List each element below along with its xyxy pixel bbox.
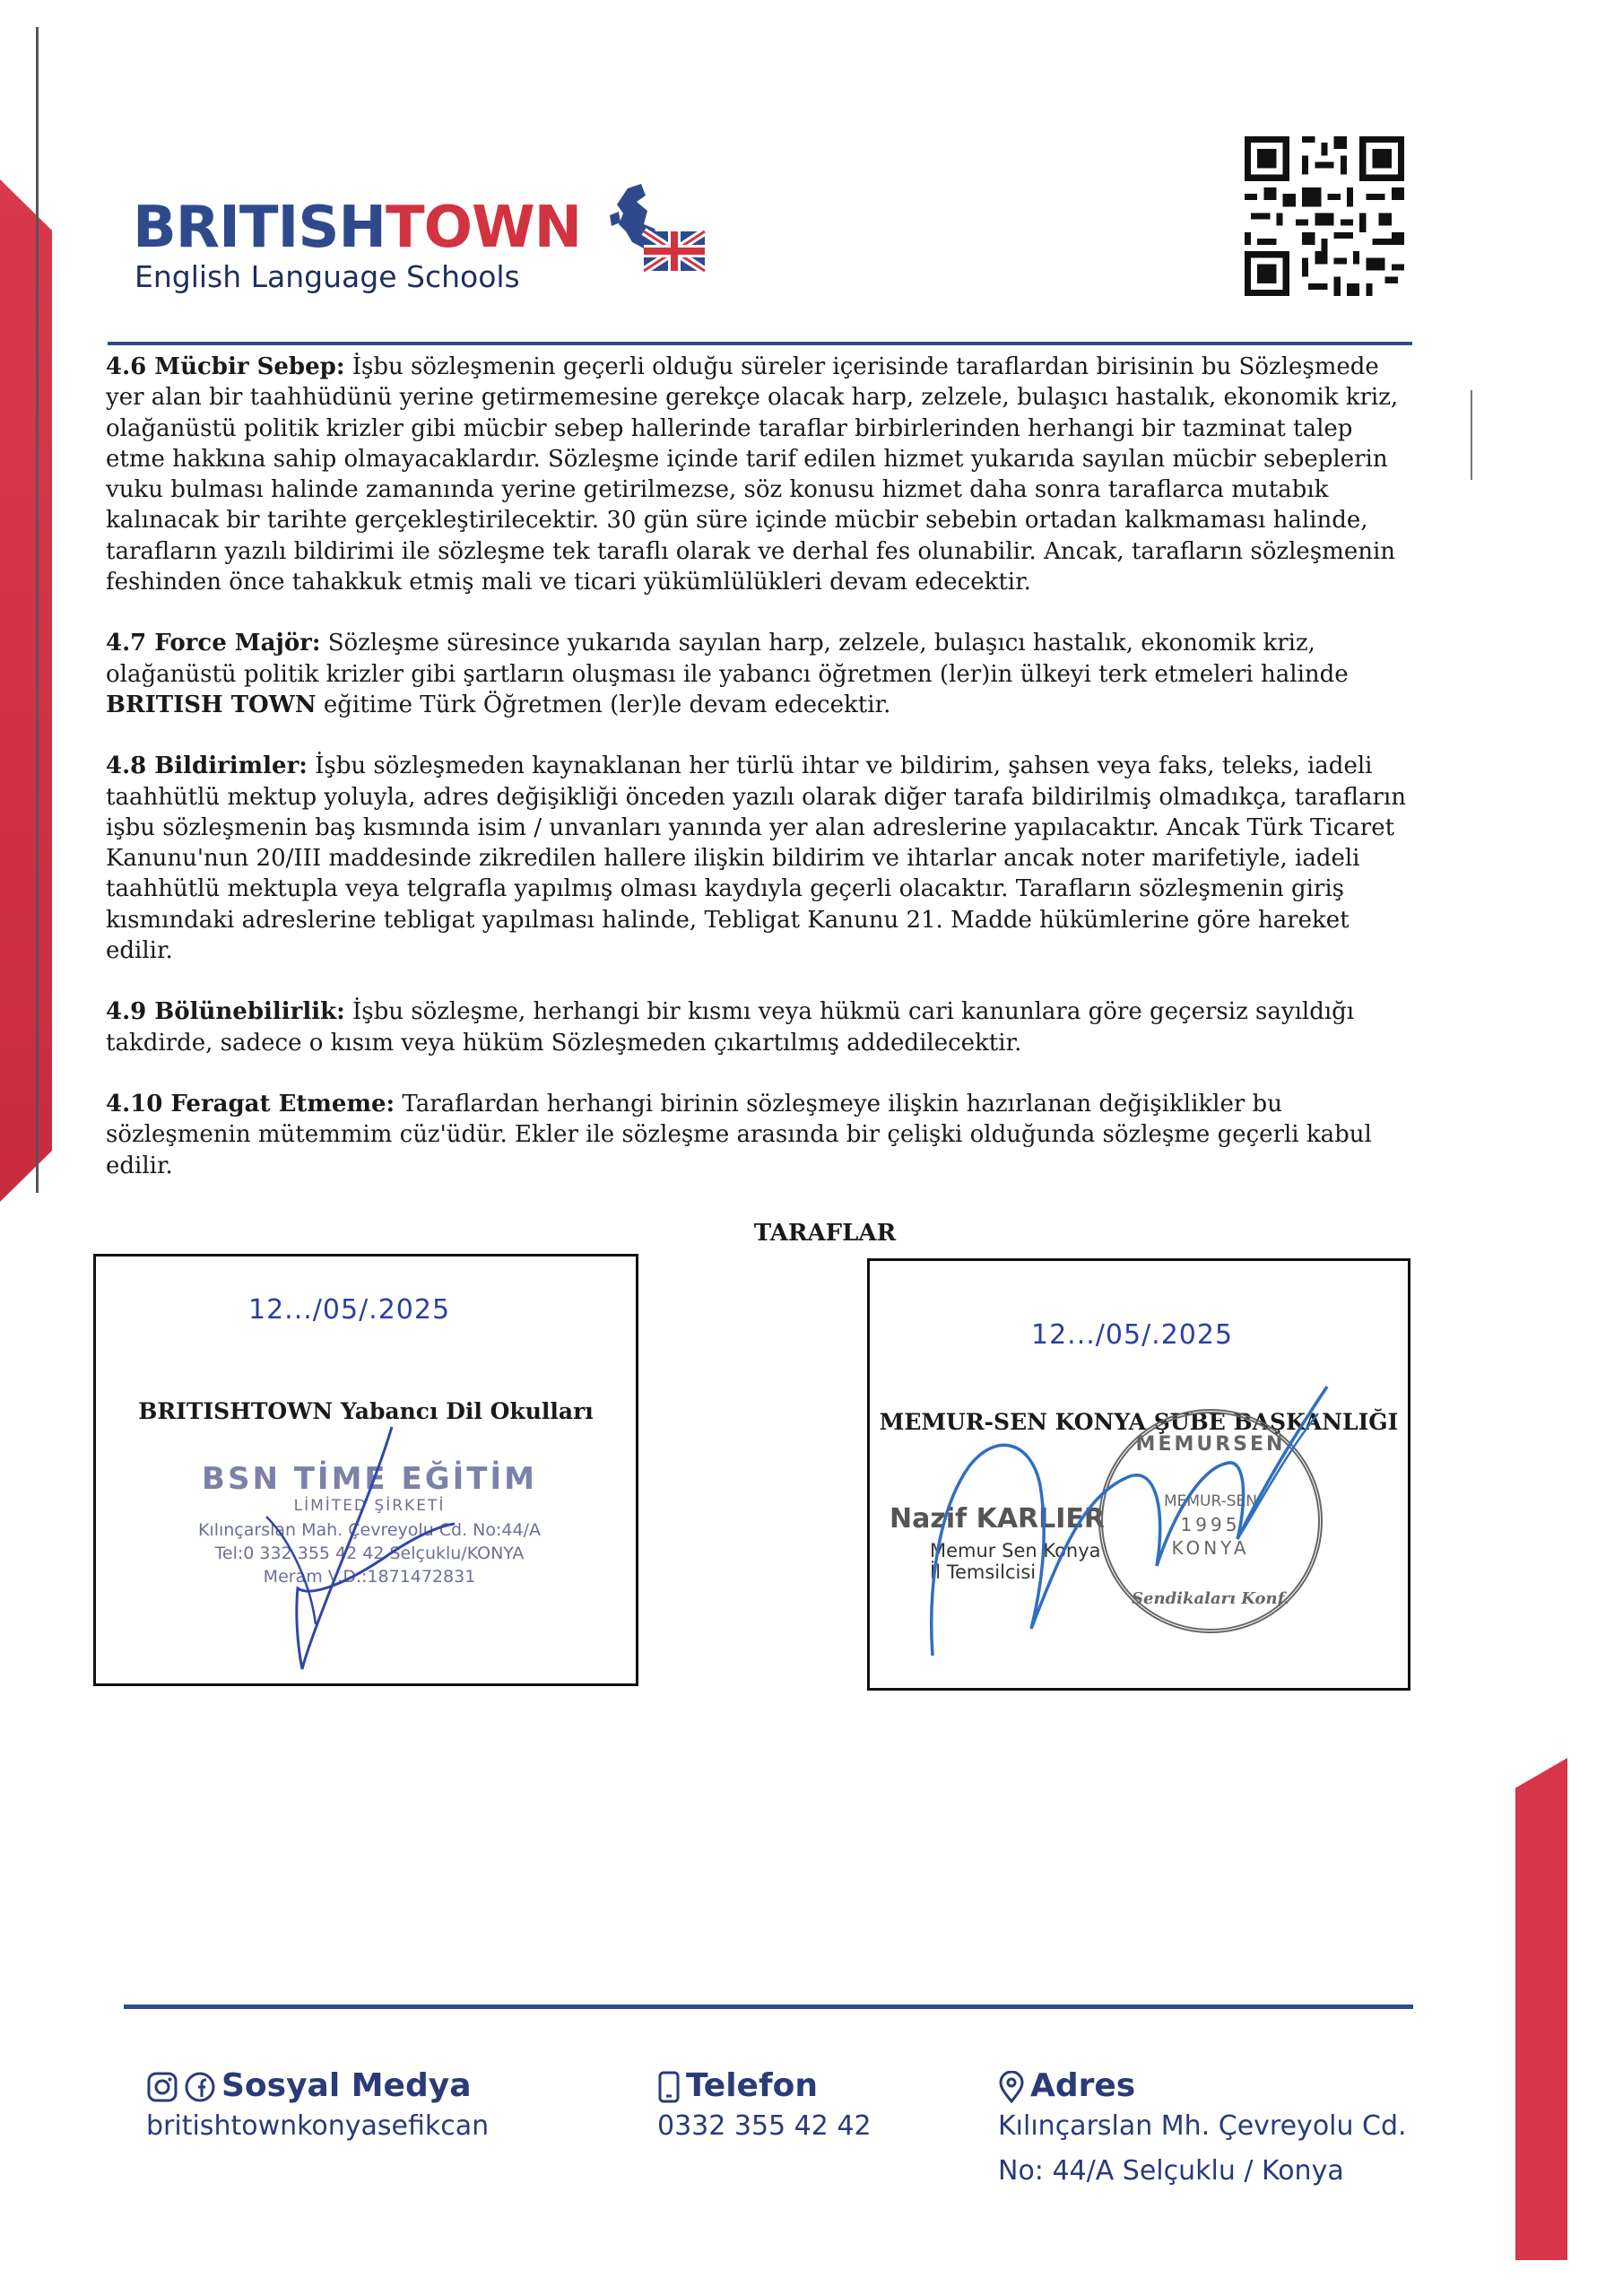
- footer-social: [146, 2067, 490, 2146]
- stamp-line: Tel:0 332 355 42 42 Selçuklu/KONYA: [214, 1544, 525, 1563]
- footer-address-title-row: [998, 2067, 1407, 2104]
- phone-icon: [657, 2071, 681, 2103]
- logo-wordmark: [133, 195, 582, 261]
- clause-4-9: [106, 996, 1415, 1058]
- seal-text: KONYA: [1171, 1537, 1250, 1559]
- clause-text: Taraflardan herhangi birinin sözleşmeye ilişkin hazırlanan değişiklikler bu sözleşmenin mütemmim cüz'üdür. Ekler ile sözleşme arasında bir çelişki olduğunda sözleşme geçerli kabul edilir.: [106, 1090, 1372, 1179]
- signature-right: [906, 1360, 1390, 1683]
- clause-text: eğitime Türk Öğretmen (ler)le devam edecektir.: [316, 691, 891, 718]
- party-name: MEMUR-SEN KONYA ŞUBE BAŞKANLIĞI: [879, 1409, 1399, 1435]
- header-divider: [108, 342, 1412, 345]
- footer-phone-title: Telefon: [686, 2067, 818, 2104]
- clause-heading: 4.9 Bölünebilirlik:: [106, 998, 345, 1026]
- footer-social-title-row: [146, 2067, 489, 2104]
- footer-address-line: No: 44/A Selçuklu / Konya: [998, 2154, 1344, 2187]
- clause-heading: 4.6 Mücbir Sebep:: [106, 353, 345, 380]
- instagram-icon: [146, 2071, 178, 2103]
- uk-map-flag-icon: [592, 179, 708, 287]
- seal-text: 1995: [1180, 1514, 1241, 1535]
- handwritten-date: 12.../05/.2025: [1031, 1319, 1234, 1351]
- party-name: BRITISHTOWN Yabancı Dil Okulları: [138, 1398, 594, 1424]
- contract-clauses: [106, 352, 1415, 1212]
- footer-phone-number: 0332 355 42 42: [657, 2110, 872, 2142]
- signature-left: [213, 1418, 482, 1678]
- signature-box-right: [867, 1258, 1410, 1691]
- seal-text: Sendikaları Konf.: [1132, 1589, 1289, 1608]
- handwritten-date: 12.../05/.2025: [248, 1294, 451, 1326]
- scan-edge-line: [1471, 390, 1472, 480]
- footer-address: [998, 2067, 1407, 2190]
- qr-code-icon: [1245, 136, 1404, 296]
- clause-heading: 4.10 Feragat Etmeme:: [106, 1090, 395, 1118]
- logo-british-text: BRITISH: [133, 195, 386, 261]
- clause-4-7: [106, 628, 1415, 720]
- signature-box-left: [93, 1254, 638, 1686]
- clause-heading: 4.8 Bildirimler:: [106, 752, 308, 780]
- logo-subtitle: English Language Schools: [135, 259, 520, 294]
- footer-address-title: Adres: [1030, 2067, 1136, 2104]
- stamp-line: LİMİTED ŞİRKETİ: [293, 1497, 446, 1515]
- right-red-accent-bar: [1515, 1758, 1567, 2260]
- clause-heading: 4.7 Force Majör:: [106, 630, 321, 657]
- logo-town-text: TOWN: [386, 195, 582, 261]
- stamp-title: BSN TİME EĞİTİM: [202, 1461, 537, 1497]
- representative-role: İl Temsilcisi: [930, 1561, 1037, 1583]
- representative-name: Nazif KARLIER: [890, 1503, 1106, 1535]
- stamp-line: Meram V.D.:1871472831: [263, 1567, 476, 1587]
- clause-4-10: [106, 1089, 1415, 1181]
- clause-text: Sözleşme süresince yukarıda sayılan harp, zelzele, bulaşıcı hastalık, ekonomik kriz, olağanüstü politik krizler gibi şartların oluşması ile yabancı öğretmen (ler)in ülkeyi terk etmeleri halinde: [106, 630, 1349, 688]
- clause-text: İşbu sözleşme, herhangi bir kısmı veya hükmü cari kanunlara göre geçersiz sayıldığı takdirde, sadece o kısım veya hüküm Sözleşmeden çıkartılmış addedilecektir.: [106, 998, 1355, 1057]
- footer-phone: [657, 2067, 872, 2146]
- footer-divider: [124, 2005, 1413, 2009]
- facebook-icon: [184, 2071, 216, 2103]
- clause-text: İşbu sözleşmenin geçerli olduğu süreler içerisinde taraflardan birisinin bu Sözleşmede yer alan bir taahhüdünü yerine getirmemesine gerekçe olacak harp, zelzele, bulaşıcı hastalık, ekonomik kriz, olağanüstü politik krizler gibi mücbir sebep hallerinde taraflar birbirlerinden herhangi bir tazminat talep etme hakkına sahip olmayacaklardır. Sözleşme içinde tarif edilen hizmet yukarıda sayılan mücbir sebeplerin vuku bulması halinde zamanında yerine getirilmezse, söz konusu hizmet daha sonra taraflarca mutabık kalınacak bir tarihte gerçekleştirilecektir. 30 gün süre içinde mücbir sebebin ortadan kalkmaması halinde, tarafların yazılı bildirimi ile sözleşme tek taraflı olarak ve derhal fes olunabilir. Ancak, tarafların sözleşmenin feshinden önce tahakkuk etmiş mali ve ticari yükümlülükleri devam edecektir.: [106, 353, 1399, 596]
- stamp-line: Kılınçarslan Mah. Çevreyolu Cd. No:44/A: [197, 1520, 542, 1540]
- parties-title: TARAFLAR: [753, 1220, 897, 1247]
- clause-4-8: [106, 751, 1415, 966]
- seal-text: MEMUR-SEN: [1163, 1492, 1258, 1510]
- footer-social-handle: britishtownkonyasefikcan: [146, 2110, 490, 2142]
- representative-role: Memur Sen Konya: [930, 1540, 1101, 1561]
- clause-text: İşbu sözleşmeden kaynaklanan her türlü ihtar ve bildirim, şahsen veya faks, teleks, iadeli taahhütlü mektup yoluyla, adres değişikliği önceden yazılı olarak diğer tarafa bildirilmiş olmadıkça, tarafların işbu sözleşmenin baş kısmında isim / unvanları yanında yer alan adreslerine yapılacaktır. Ancak Türk Ticaret Kanunu'nun 20/III maddesinde zikredilen hallere ilişkin bildirim ve ihtarlar ancak noter marifetiyle, iadeli taahhütlü mektupla veya telgrafla yapılmış olması kaydıyla geçerli olacaktır. Tarafların sözleşmenin giriş kısmındaki adreslerine tebligat yapılması halinde, Tebligat Kanunu 21. Madde hükümlerine göre hareket edilir.: [106, 752, 1406, 965]
- footer-phone-title-row: [657, 2067, 872, 2104]
- left-red-accent-bar: [0, 179, 52, 1202]
- footer-social-title: Sosyal Medya: [221, 2067, 472, 2104]
- seal-text: MEMURSEN: [1135, 1433, 1286, 1456]
- location-pin-icon: [998, 2071, 1025, 2103]
- footer-address-line: Kılınçarslan Mh. Çevreyolu Cd.: [998, 2110, 1407, 2142]
- clause-bold-text: BRITISH TOWN: [106, 691, 317, 718]
- scan-edge-line: [36, 27, 39, 1193]
- clause-4-6: [106, 352, 1415, 597]
